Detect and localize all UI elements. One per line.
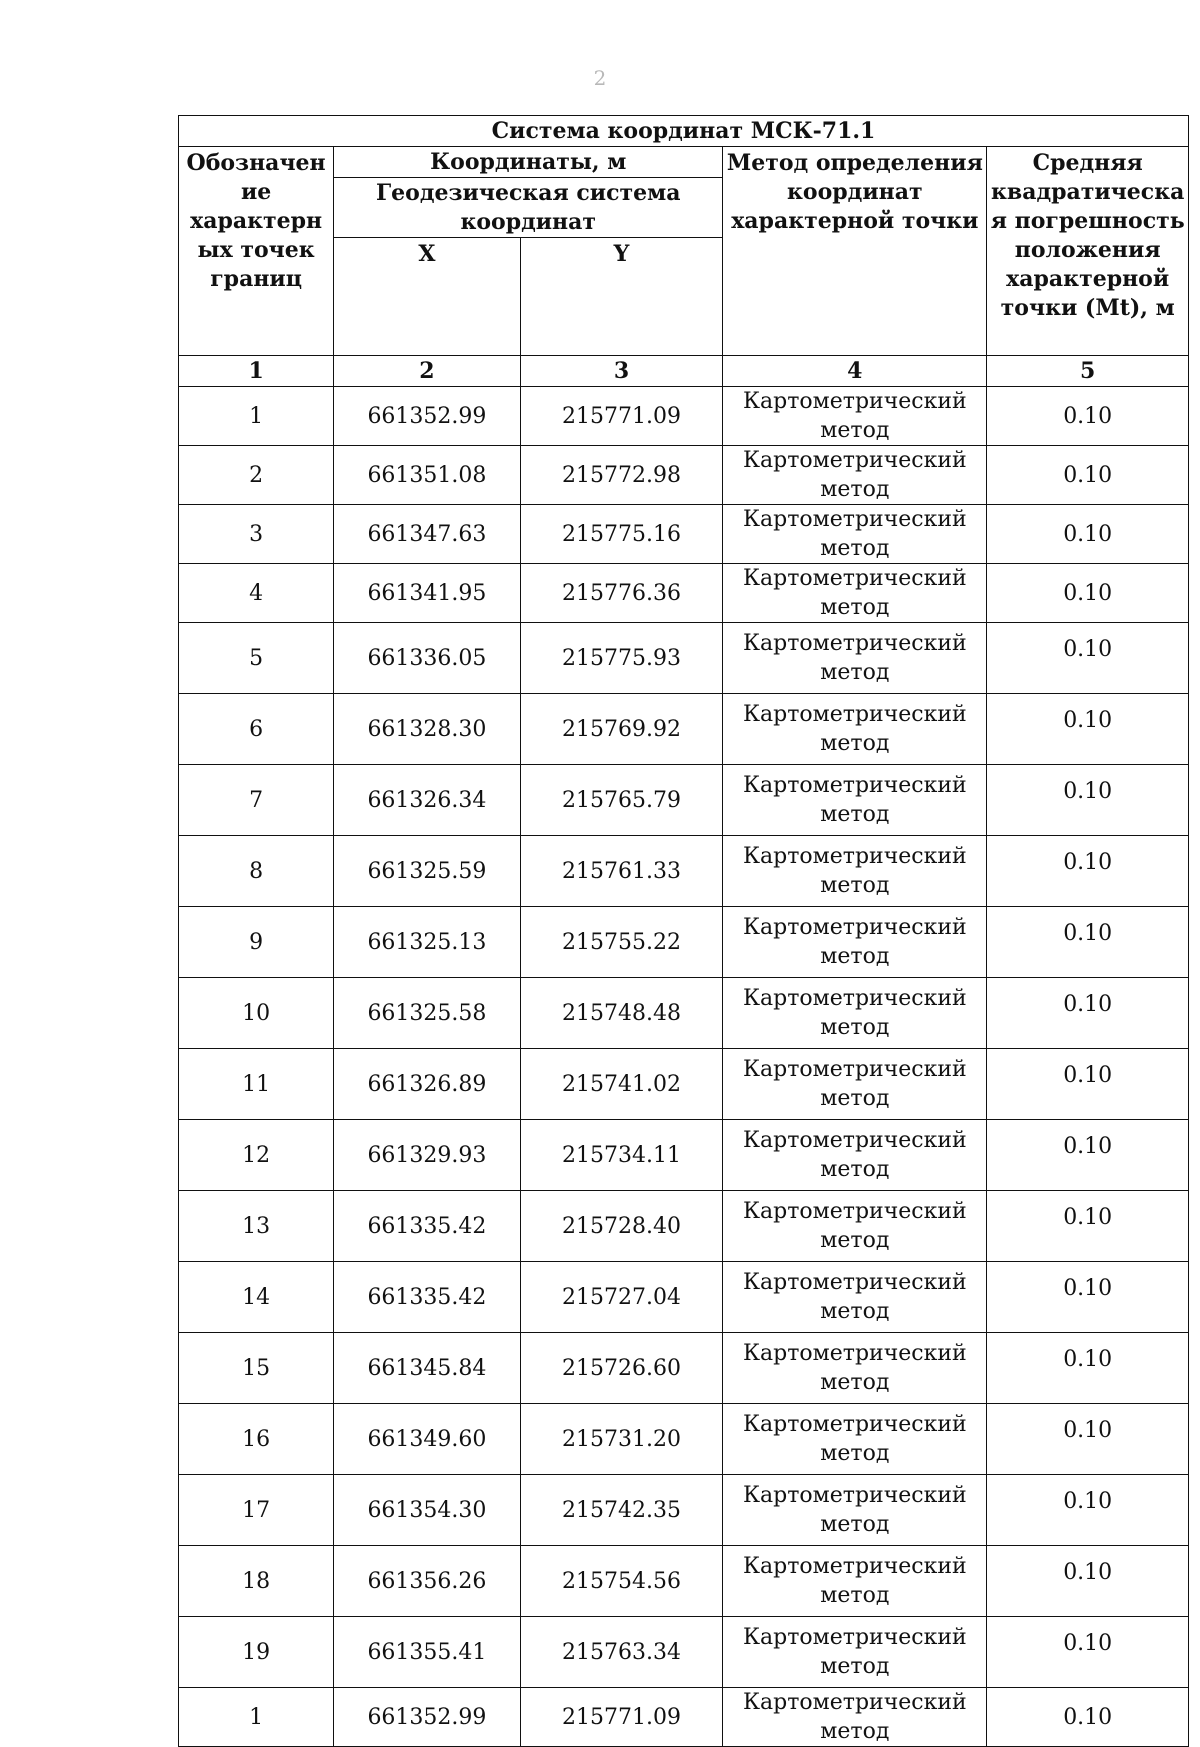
header-point-label: Обозначен ие характерн ых точек границ <box>179 147 334 356</box>
y-cell: 215769.92 <box>520 694 723 765</box>
y-cell: 215755.22 <box>520 907 723 978</box>
x-cell: 661349.60 <box>334 1404 520 1475</box>
error-cell: 0.10 <box>987 623 1189 694</box>
y-cell: 215728.40 <box>520 1191 723 1262</box>
method-cell: Картометрический метод <box>723 694 987 765</box>
y-cell: 215763.34 <box>520 1617 723 1688</box>
point-cell: 7 <box>179 765 334 836</box>
error-cell: 0.10 <box>987 1404 1189 1475</box>
point-cell: 17 <box>179 1475 334 1546</box>
method-cell: Картометрический метод <box>723 387 987 446</box>
x-cell: 661325.58 <box>334 978 520 1049</box>
y-cell: 215727.04 <box>520 1262 723 1333</box>
header-error: Средняя квадратическа я погрешность положения характерной точки (Mt), м <box>987 147 1189 356</box>
header-coordinates: Координаты, м <box>334 147 723 178</box>
y-cell: 215776.36 <box>520 564 723 623</box>
header-method: Метод определения координат характерной точки <box>723 147 987 356</box>
table-row <box>179 765 1189 836</box>
x-cell: 661351.08 <box>334 446 520 505</box>
table-row <box>179 1120 1189 1191</box>
point-cell: 2 <box>179 446 334 505</box>
error-cell: 0.10 <box>987 1333 1189 1404</box>
point-cell: 14 <box>179 1262 334 1333</box>
error-cell: 0.10 <box>987 765 1189 836</box>
method-cell: Картометрический метод <box>723 1617 987 1688</box>
x-cell: 661352.99 <box>334 1688 520 1747</box>
y-cell: 215742.35 <box>520 1475 723 1546</box>
header-geodetic-system: Геодезическая система координат <box>334 178 723 238</box>
x-cell: 661329.93 <box>334 1120 520 1191</box>
method-cell: Картометрический метод <box>723 1049 987 1120</box>
error-cell: 0.10 <box>987 1688 1189 1747</box>
table-title: Система координат МСК-71.1 <box>179 116 1189 147</box>
y-cell: 215754.56 <box>520 1546 723 1617</box>
table-row <box>179 1049 1189 1120</box>
x-cell: 661336.05 <box>334 623 520 694</box>
y-cell: 215731.20 <box>520 1404 723 1475</box>
method-cell: Картометрический метод <box>723 1546 987 1617</box>
y-cell: 215775.93 <box>520 623 723 694</box>
table-row <box>179 907 1189 978</box>
error-cell: 0.10 <box>987 1120 1189 1191</box>
header-y: Y <box>520 237 723 355</box>
method-cell: Картометрический метод <box>723 505 987 564</box>
y-cell: 215775.16 <box>520 505 723 564</box>
point-cell: 11 <box>179 1049 334 1120</box>
y-cell: 215748.48 <box>520 978 723 1049</box>
column-number: 3 <box>520 356 723 387</box>
x-cell: 661326.89 <box>334 1049 520 1120</box>
x-cell: 661356.26 <box>334 1546 520 1617</box>
error-cell: 0.10 <box>987 387 1189 446</box>
x-cell: 661355.41 <box>334 1617 520 1688</box>
point-cell: 8 <box>179 836 334 907</box>
method-cell: Картометрический метод <box>723 1262 987 1333</box>
table-row <box>179 1688 1189 1747</box>
error-cell: 0.10 <box>987 836 1189 907</box>
column-number: 1 <box>179 356 334 387</box>
table-row <box>179 387 1189 446</box>
y-cell: 215771.09 <box>520 1688 723 1747</box>
method-cell: Картометрический метод <box>723 1688 987 1747</box>
point-cell: 6 <box>179 694 334 765</box>
point-cell: 1 <box>179 1688 334 1747</box>
point-cell: 4 <box>179 564 334 623</box>
x-cell: 661347.63 <box>334 505 520 564</box>
x-cell: 661328.30 <box>334 694 520 765</box>
y-cell: 215741.02 <box>520 1049 723 1120</box>
table-row <box>179 694 1189 765</box>
error-cell: 0.10 <box>987 1191 1189 1262</box>
x-cell: 661354.30 <box>334 1475 520 1546</box>
table-row <box>179 836 1189 907</box>
method-cell: Картометрический метод <box>723 623 987 694</box>
point-cell: 19 <box>179 1617 334 1688</box>
error-cell: 0.10 <box>987 564 1189 623</box>
y-cell: 215771.09 <box>520 387 723 446</box>
point-cell: 12 <box>179 1120 334 1191</box>
method-cell: Картометрический метод <box>723 765 987 836</box>
y-cell: 215765.79 <box>520 765 723 836</box>
x-cell: 661335.42 <box>334 1262 520 1333</box>
error-cell: 0.10 <box>987 1617 1189 1688</box>
method-cell: Картометрический метод <box>723 1475 987 1546</box>
method-cell: Картометрический метод <box>723 1404 987 1475</box>
table-row <box>179 623 1189 694</box>
method-cell: Картометрический метод <box>723 446 987 505</box>
point-cell: 13 <box>179 1191 334 1262</box>
x-cell: 661325.59 <box>334 836 520 907</box>
column-number: 2 <box>334 356 520 387</box>
table-row <box>179 446 1189 505</box>
x-cell: 661326.34 <box>334 765 520 836</box>
point-cell: 3 <box>179 505 334 564</box>
page-number: 2 <box>593 66 607 90</box>
point-cell: 10 <box>179 978 334 1049</box>
header-x: X <box>334 237 520 355</box>
column-number: 4 <box>723 356 987 387</box>
point-cell: 16 <box>179 1404 334 1475</box>
table-row <box>179 505 1189 564</box>
method-cell: Картометрический метод <box>723 1333 987 1404</box>
table-row <box>179 978 1189 1049</box>
column-number: 5 <box>987 356 1189 387</box>
point-cell: 15 <box>179 1333 334 1404</box>
error-cell: 0.10 <box>987 446 1189 505</box>
coordinates-table <box>178 115 1189 1747</box>
table-row <box>179 564 1189 623</box>
column-numbers-row <box>179 356 1189 387</box>
method-cell: Картометрический метод <box>723 1120 987 1191</box>
table-row <box>179 1475 1189 1546</box>
x-cell: 661352.99 <box>334 387 520 446</box>
error-cell: 0.10 <box>987 505 1189 564</box>
table-row <box>179 1191 1189 1262</box>
method-cell: Картометрический метод <box>723 564 987 623</box>
table-row <box>179 1617 1189 1688</box>
table-row <box>179 1404 1189 1475</box>
x-cell: 661325.13 <box>334 907 520 978</box>
error-cell: 0.10 <box>987 694 1189 765</box>
method-cell: Картометрический метод <box>723 836 987 907</box>
error-cell: 0.10 <box>987 978 1189 1049</box>
method-cell: Картометрический метод <box>723 978 987 1049</box>
table-row <box>179 1546 1189 1617</box>
table-row <box>179 1262 1189 1333</box>
x-cell: 661341.95 <box>334 564 520 623</box>
error-cell: 0.10 <box>987 1049 1189 1120</box>
error-cell: 0.10 <box>987 1546 1189 1617</box>
error-cell: 0.10 <box>987 907 1189 978</box>
y-cell: 215761.33 <box>520 836 723 907</box>
method-cell: Картометрический метод <box>723 1191 987 1262</box>
table-row <box>179 1333 1189 1404</box>
y-cell: 215734.11 <box>520 1120 723 1191</box>
error-cell: 0.10 <box>987 1262 1189 1333</box>
point-cell: 5 <box>179 623 334 694</box>
x-cell: 661335.42 <box>334 1191 520 1262</box>
y-cell: 215726.60 <box>520 1333 723 1404</box>
error-cell: 0.10 <box>987 1475 1189 1546</box>
point-cell: 18 <box>179 1546 334 1617</box>
point-cell: 9 <box>179 907 334 978</box>
point-cell: 1 <box>179 387 334 446</box>
x-cell: 661345.84 <box>334 1333 520 1404</box>
method-cell: Картометрический метод <box>723 907 987 978</box>
y-cell: 215772.98 <box>520 446 723 505</box>
